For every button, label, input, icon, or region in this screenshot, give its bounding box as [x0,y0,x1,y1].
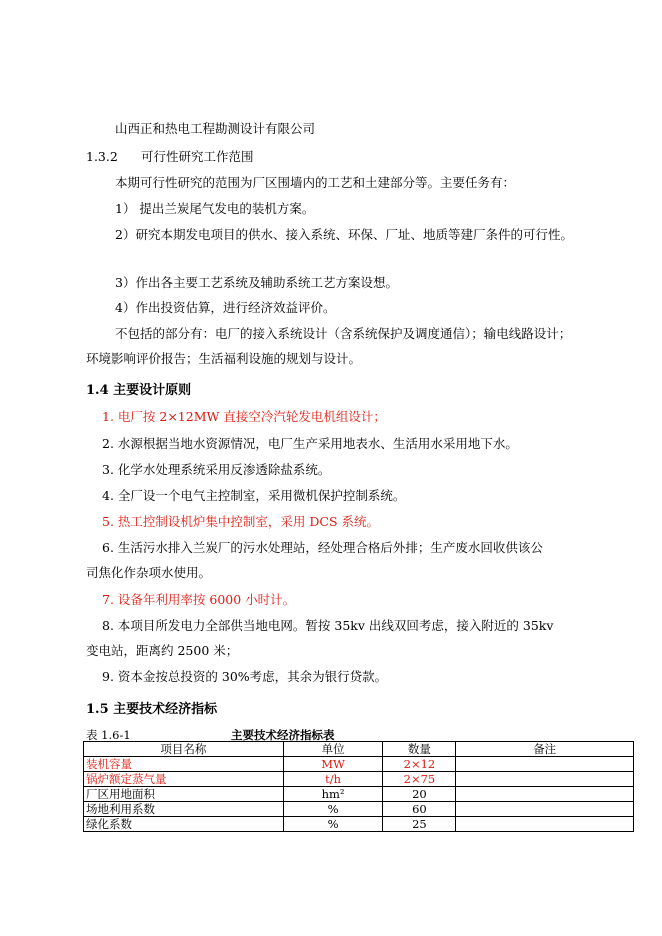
scope-intro: 本期可行性研究的范围为厂区围墙内的工艺和土建部分等。主要任务有： [115,175,516,190]
tech-econ-indicators-table [83,741,634,832]
principle-item-2: 2. 水源根据当地水资源情况，电厂生产采用地表水、生活用水采用地下水。 [102,436,518,451]
header-item-name: 项目名称 [84,742,284,757]
task-item-4: 4）作出投资估算，进行经济效益评价。 [115,300,336,315]
cell-item-name: 绿化系数 [84,817,284,832]
cell-unit: % [283,802,383,817]
cell-quantity: 2×12 [383,757,456,772]
principle-item-6: 6. 生活污水排入兰炭厂的污水处理站，经处理合格后外排；生产废水回收供该公 [102,540,543,555]
principle-item-8: 8. 本项目所发电力全部供当地电网。暂按 35kv 出线双回考虑，接入附近的 35kv [102,618,554,633]
cell-remarks [456,757,634,772]
principle-item-5: 5. 热工控制设机炉集中控制室，采用 DCS 系统。 [102,514,379,529]
principle-item-9: 9. 资本金按总投资的 30%考虑，其余为银行贷款。 [102,669,388,684]
exclusions-line-1: 不包括的部分有：电厂的接入系统设计（含系统保护及调度通信）；输电线路设计； [115,326,572,341]
cell-item-name: 装机容量 [84,757,284,772]
cell-item-name: 锅炉额定蒸气量 [84,772,284,787]
task-item-2: 2）研究本期发电项目的供水、接入系统、环保、厂址、地质等建厂条件的可行性。 [115,227,573,242]
cell-unit: hm² [283,787,383,802]
exclusions-line-2: 环境影响评价报告；生活福利设施的规划与设计。 [86,351,362,366]
section-1-4-heading: 1.4 主要设计原则 [86,383,192,398]
table-header-row [84,742,634,757]
principle-item-4: 4. 全厂设一个电气主控制室，采用微机保护控制系统。 [102,488,406,503]
header-unit: 单位 [283,742,383,757]
principle-item-6-continued: 司焦化作杂项水使用。 [86,565,212,580]
cell-unit: % [283,817,383,832]
section-1-3-2-number: 1.3.2 [86,149,118,164]
principle-item-3: 3. 化学水处理系统采用反渗透除盐系统。 [102,462,331,477]
section-1-3-2-title: 可行性研究工作范围 [141,149,254,164]
table-row [84,757,634,772]
cell-quantity: 2×75 [383,772,456,787]
cell-remarks [456,772,634,787]
table-row [84,772,634,787]
cell-quantity: 25 [383,817,456,832]
principle-item-7: 7. 设备年利用率按 6000 小时计。 [102,592,296,607]
principle-item-8-continued: 变电站，距离约 2500 米； [86,643,239,658]
company-name: 山西正和热电工程勘测设计有限公司 [115,121,316,136]
cell-remarks [456,802,634,817]
table-row [84,787,634,802]
principle-item-1: 1. 电厂按 2×12MW 直接空冷汽轮发电机组设计； [102,409,386,424]
section-1-5-heading: 1.5 主要技术经济指标 [86,702,218,717]
table-title: 主要技术经济指标表 [231,728,335,742]
cell-remarks [456,787,634,802]
cell-unit: MW [283,757,383,772]
header-quantity: 数量 [383,742,456,757]
table-row [84,802,634,817]
header-remarks: 备注 [456,742,634,757]
cell-unit: t/h [283,772,383,787]
cell-item-name: 场地利用系数 [84,802,284,817]
cell-quantity: 60 [383,802,456,817]
task-item-3: 3）作出各主要工艺系统及辅助系统工艺方案设想。 [115,275,398,290]
cell-remarks [456,817,634,832]
task-item-1: 1） 提出兰炭尾气发电的装机方案。 [115,201,315,216]
table-row [84,817,634,832]
cell-item-name: 厂区用地面积 [84,787,284,802]
cell-quantity: 20 [383,787,456,802]
table-label: 表 1.6-1 [86,728,131,742]
